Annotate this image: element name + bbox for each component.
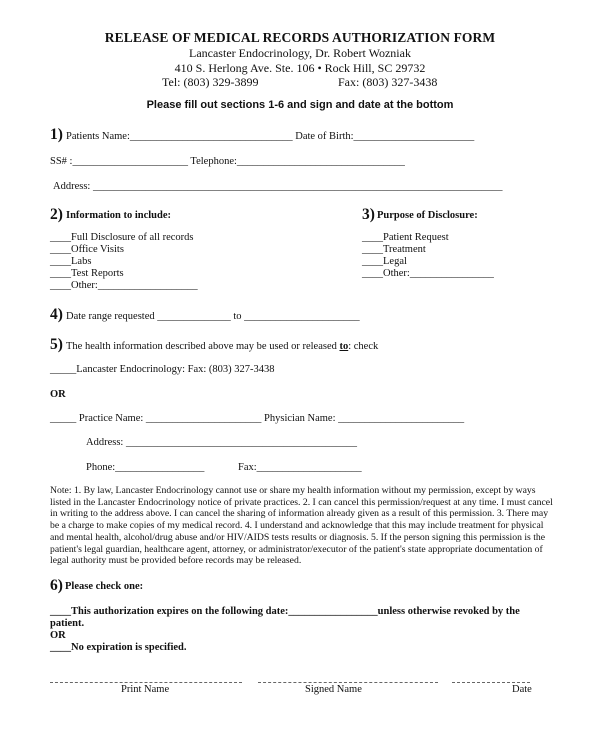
other-fax-field[interactable]: Fax:____________________ [238,462,362,473]
practice-fax: Fax: (803) 327-3438 [338,75,438,89]
section-3-heading: Purpose of Disclosure: [377,210,478,221]
section-4-number: 4) [50,306,63,323]
legal-note: Note: 1. By law, Lancaster Endocrinology cannot use or share my health information without my permission, except by ways listed in the Lancaster Endocrinology notice of private practices. 2. I can cancel this permission/request at any time. I must cancel in writing to the address above. I can cancel the sharing of information already given as a result of this permission. 3. There may be a charge to make copies of my medical record. 4. I understand and acknowledge that this may include treatment for physical and mental health, alcohol/drug abuse and/or HIV/AIDS tests results or diagnosis. 5. If the person signing this permission is the patient's legal guardian, healthcare agent, attorney, or administrator/executor of the patient's state appropriate documentation of legal authority must be provided before records may be released. [50,485,553,567]
info-option-test-reports[interactable]: ____Test Reports [50,268,124,279]
ssn-telephone-field[interactable]: SS# :______________________ Telephone:________________________________ [50,156,405,167]
section-5-number: 5) [50,336,63,353]
section-1-number: 1) [50,126,63,143]
date-line[interactable] [452,682,530,683]
section-3-number: 3) [362,206,375,223]
practice-physician-field[interactable]: _____ Practice Name: ______________________ Physician Name: ________________________ [50,413,465,424]
print-name-label: Print Name [121,684,170,695]
purpose-option-patient-request[interactable]: ____Patient Request [362,232,449,243]
release-to-text: The health information described above may be used or released [66,341,340,352]
purpose-option-other[interactable]: ____Other:________________ [362,268,494,279]
info-option-other[interactable]: ____Other:___________________ [50,280,198,291]
release-option-lancaster[interactable]: _____Lancaster Endocrinology: Fax: (803) 327-3438 [50,364,275,375]
expiration-patient-word: patient. [50,618,85,629]
release-to-check: : check [348,341,379,352]
address-field[interactable]: Address: ______________________________________________________________________________ [53,181,503,192]
practice-tel: Tel: (803) 329-3899 [162,75,259,89]
info-option-office-visits[interactable]: ____Office Visits [50,244,124,255]
section-2-heading: Information to include: [66,210,171,221]
no-expiration-option[interactable]: ____No expiration is specified. [50,642,187,653]
section-5-or: OR [50,389,66,400]
patients-name-field[interactable]: Patients Name:_______________________________ Date of Birth:_______________________ [66,131,475,142]
form-title: RELEASE OF MEDICAL RECORDS AUTHORIZATION FORM [104,30,496,45]
signed-name-label: Signed Name [305,684,362,695]
info-option-full-disclosure[interactable]: ____Full Disclosure of all records [50,232,194,243]
practice-address: 410 S. Herlong Ave. Ste. 106 • Rock Hill, SC 29732 [174,61,426,75]
purpose-option-treatment[interactable]: ____Treatment [362,244,426,255]
expiration-date-option[interactable]: ____This authorization expires on the following date:_________________unless otherwise revoked by the [50,606,520,617]
print-name-line[interactable] [50,682,242,683]
date-label: Date [512,684,532,695]
purpose-option-legal[interactable]: ____Legal [362,256,407,267]
date-range-field[interactable]: Date range requested ______________ to ______________________ [66,311,360,322]
section-6-number: 6) [50,577,63,594]
other-phone-field[interactable]: Phone:_________________ [86,462,205,473]
instructions: Please fill out sections 1-6 and sign and date at the bottom [146,99,454,111]
signed-name-line[interactable] [258,682,438,683]
other-address-field[interactable]: Address: ____________________________________________ [86,437,357,448]
section-6-heading: Please check one: [65,581,144,592]
section-6-or: OR [50,630,66,641]
info-option-labs[interactable]: ____Labs [50,256,92,267]
release-to-statement [66,341,378,352]
practice-name: Lancaster Endocrinology, Dr. Robert Wozniak [189,46,411,60]
section-2-number: 2) [50,206,63,223]
release-to-word: to [339,341,349,352]
